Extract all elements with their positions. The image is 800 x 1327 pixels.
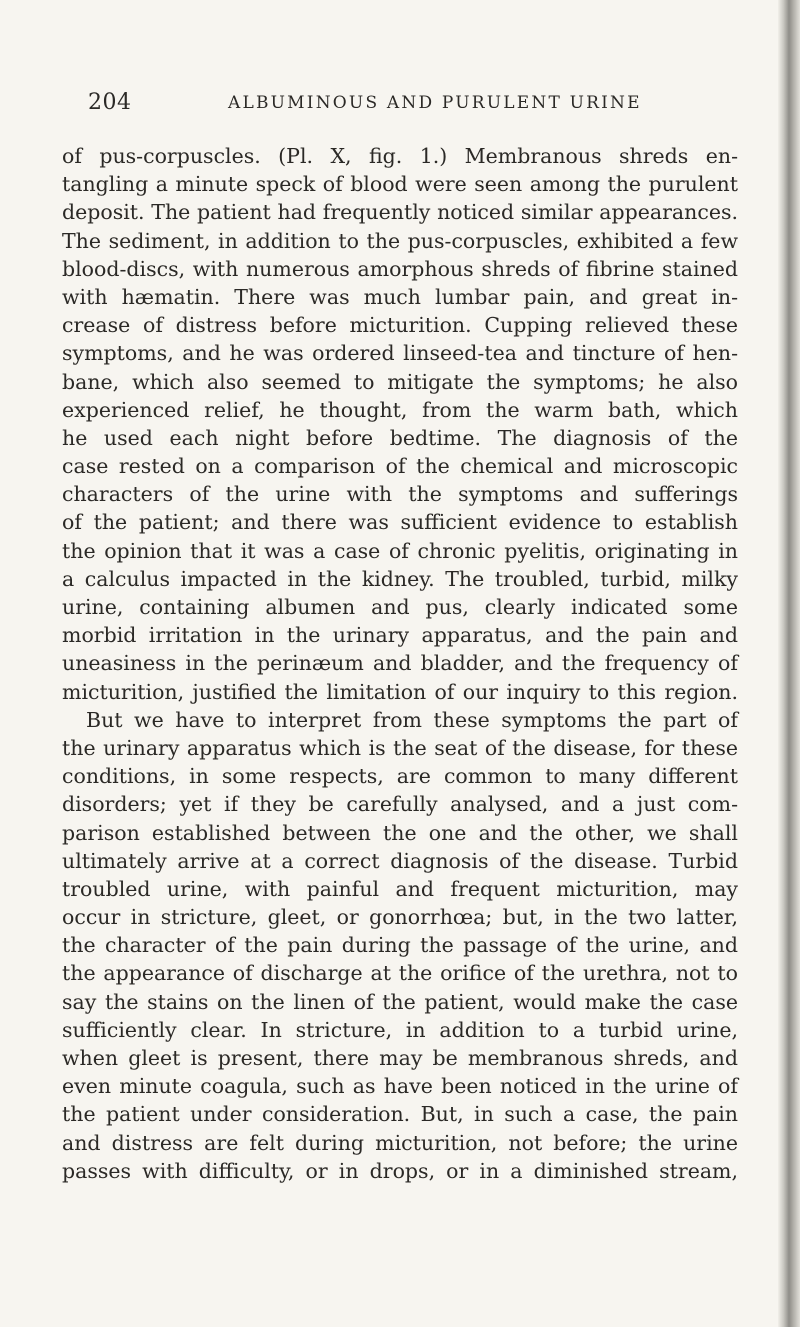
text-line: say the stains on the linen of the patient, would make the case bbox=[62, 989, 738, 1014]
text-line: the opinion that it was a case of chronic pyelitis, originating in bbox=[62, 538, 738, 563]
text-line: with hæmatin. There was much lumbar pain, and great in- bbox=[62, 284, 738, 309]
text-line: troubled urine, with painful and frequent micturition, may bbox=[62, 876, 738, 901]
text-line: deposit. The patient had frequently noticed similar appearances. bbox=[62, 200, 738, 225]
text-line: blood-discs, with numerous amorphous shreds of fibrine stained bbox=[62, 256, 738, 281]
text-line: uneasiness in the perinæum and bladder, and the frequency of bbox=[62, 651, 738, 676]
text-line: crease of distress before micturition. Cupping relieved these bbox=[62, 313, 738, 338]
text-line: morbid irritation in the urinary apparatus, and the pain and bbox=[62, 623, 738, 648]
text-line: of the patient; and there was sufficient evidence to establish bbox=[62, 510, 738, 535]
body-text bbox=[62, 142, 738, 1185]
text-line: sufficiently clear. In stricture, in addition to a turbid urine, bbox=[62, 1017, 738, 1042]
text-line: urine, containing albumen and pus, clearly indicated some bbox=[62, 595, 738, 619]
text-line: when gleet is present, there may be membranous shreds, and bbox=[62, 1046, 738, 1070]
text-line: experienced relief, he thought, from the warm bath, which bbox=[62, 397, 738, 422]
text-line: case rested on a comparison of the chemical and microscopic bbox=[62, 454, 738, 479]
text-line: passes with difficulty, or in drops, or in a diminished stream, bbox=[62, 1158, 738, 1183]
text-line: disorders; yet if they be carefully analysed, and a just com- bbox=[62, 792, 738, 817]
text-line: But we have to interpret from these symptoms the part of bbox=[86, 707, 738, 732]
page-edge-shadow bbox=[778, 0, 800, 1327]
text-line: bane, which also seemed to mitigate the symptoms; he also bbox=[62, 369, 738, 394]
page-header bbox=[88, 90, 748, 122]
text-line: of pus-corpuscles. (Pl. X, fig. 1.) Membranous shreds en- bbox=[62, 144, 738, 168]
text-line: micturition, justified the limitation of our inquiry to this region. bbox=[62, 679, 738, 704]
text-line: tangling a minute speck of blood were seen among the purulent bbox=[62, 172, 738, 197]
page-number: 204 bbox=[88, 90, 132, 115]
text-line: a calculus impacted in the kidney. The troubled, turbid, milky bbox=[62, 566, 738, 591]
text-line: occur in stricture, gleet, or gonorrhœa; but, in the two latter, bbox=[62, 905, 738, 930]
text-line: the appearance of discharge at the orifice of the urethra, not to bbox=[62, 961, 738, 986]
text-line: and distress are felt during micturition, not before; the urine bbox=[62, 1130, 738, 1155]
text-line: characters of the urine with the symptoms and sufferings bbox=[62, 482, 738, 507]
text-line: symptoms, and he was ordered linseed-tea and tincture of hen- bbox=[62, 341, 738, 366]
text-line: the character of the pain during the passage of the urine, and bbox=[62, 933, 738, 958]
text-line: ultimately arrive at a correct diagnosis of the disease. Turbid bbox=[62, 848, 738, 873]
text-line: parison established between the one and the other, we shall bbox=[62, 820, 738, 845]
text-line: The sediment, in addition to the pus-corpuscles, exhibited a few bbox=[62, 228, 738, 253]
text-line: the urinary apparatus which is the seat of the disease, for these bbox=[62, 735, 738, 760]
text-line: he used each night before bedtime. The diagnosis of the bbox=[62, 425, 738, 450]
text-line: even minute coagula, such as have been noticed in the urine of bbox=[62, 1074, 738, 1099]
text-line: the patient under consideration. But, in such a case, the pain bbox=[62, 1102, 738, 1127]
text-line: conditions, in some respects, are common to many different bbox=[62, 764, 738, 789]
running-head: ALBUMINOUS AND PURULENT URINE bbox=[228, 93, 642, 113]
